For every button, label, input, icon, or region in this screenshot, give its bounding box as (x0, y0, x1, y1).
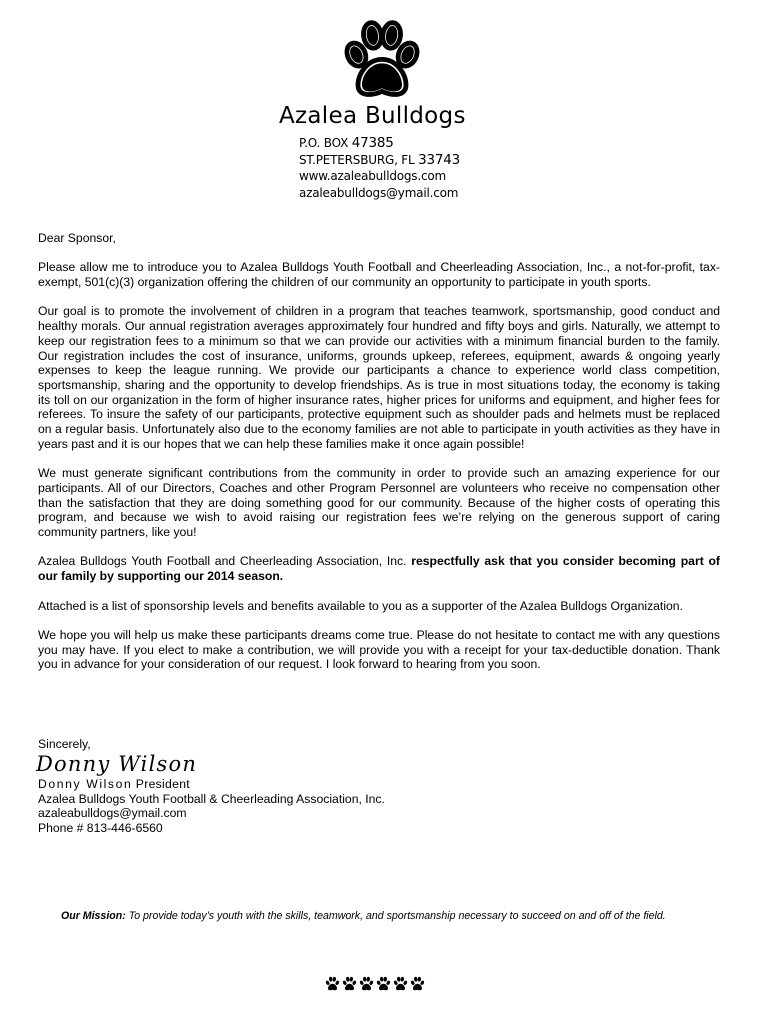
paw-print-icon (342, 20, 422, 102)
org-name: Azalea Bulldogs (279, 103, 466, 129)
zip-code: 33743 (418, 151, 461, 168)
signer-line (38, 777, 385, 792)
sign-off: Sincerely, (38, 737, 91, 751)
paragraph-request (38, 554, 720, 583)
city-line (299, 152, 460, 169)
po-box-line (299, 135, 460, 152)
paragraph-contributions: We must generate significant contributions from the community in order to provide such an amazing experience for our participants. All of our Directors, Coaches and other Program Personnel are volunteers who receive no compensation other than the satisfaction that they are doing something good for our community. Because of the higher costs of operating this program, and because we wish to avoid raising our registration fees we’re relying on the generous support of caring community partners, like you! (38, 466, 720, 540)
mission-label: Our Mission: (61, 910, 126, 922)
signer-organization: Azalea Bulldogs Youth Football & Cheerleading Association, Inc. (38, 791, 385, 806)
handwritten-signature: Donny Wilson (36, 752, 198, 776)
paragraph-goal: Our goal is to promote the involvement of children in a program that teaches teamwork, sportsmanship, good conduct and healthy morals. Our annual registration averages approximately four hundred and fifty boys and girls. Naturally, we attempt to keep our registration fees to a minimum so that we can provide our activities with a minimum financial burden to the family. Our registration includes the cost of insurance, uniforms, grounds upkeep, referees, equipment, awards & ongoing yearly expenses to keep the league running. We provide our participants a chance to experience world class competition, sportsmanship, sharing and the opportunity to develop friendships. As is true in most situations today, the economy is taking its toll on our organization in the form of higher insurance rates, higher prices for uniforms and equipment, and higher fees for referees. To insure the safety of our participants, protective equipment such as shoulder pads and helmets must be replaced on a regular basis. Unfortunately also due to the economy families are not able to participate in youth activities as they have in years past and it is our hopes that we can help these families make it once again possible! (38, 304, 720, 451)
paw-print-icon (342, 976, 357, 992)
paragraph-intro: Please allow me to introduce you to Azalea Bulldogs Youth Football and Cheerleading Association, Inc., a not-for-profit, tax-exempt, 501(c)(3) organization offering the children of our community an opportunity to participate in youth sports. (38, 260, 720, 290)
signer-name: Donny Wilson (38, 777, 133, 791)
city-state: ST.PETERSBURG, FL (299, 152, 419, 167)
letter-body (38, 231, 720, 687)
signer-phone: Phone # 813-446-6560 (38, 821, 163, 836)
website-line: www.azaleabulldogs.com (299, 169, 446, 183)
paragraph-hope: We hope you will help us make these participants dreams come true. Please do not hesitate to contact me with any questions you may have. If you elect to make a contribution, we will provide you with a receipt for your tax-deductible donation. Thank you in advance for your consideration of our request. I look forward to hearing from you soon. (38, 627, 720, 672)
email-line: azaleabulldogs@ymail.com (299, 185, 459, 200)
po-box-number: 47385 (351, 135, 394, 151)
paw-print-icon (376, 976, 391, 992)
paw-print-icon (325, 976, 340, 992)
mission-text: To provide today’s youth with the skills, teamwork, and sportsmanship necessary to succeed on and off of the field. (125, 910, 666, 922)
signature-block (38, 777, 385, 836)
paw-print-icon (393, 976, 408, 992)
paw-print-icon (410, 976, 425, 992)
address-block (299, 135, 460, 201)
paragraph-attached: Attached is a list of sponsorship levels and benefits available to you as a supporter of the Azalea Bulldogs Organization. (38, 598, 683, 613)
request-normal-text: Azalea Bulldogs Youth Football and Cheerleading Association, Inc. (38, 554, 412, 569)
paw-print-icon (359, 976, 374, 992)
po-box-label: P.O. BOX (299, 136, 352, 150)
signer-title: President (135, 777, 190, 791)
paw-print-row (325, 976, 425, 992)
salutation: Dear Sponsor, (38, 231, 116, 245)
mission-statement (61, 910, 666, 922)
signer-email: azaleabulldogs@ymail.com (38, 806, 187, 821)
request-bold-text: respectfully ask that you consider becoming part of our family by supporting our 2014 season. (38, 554, 720, 584)
